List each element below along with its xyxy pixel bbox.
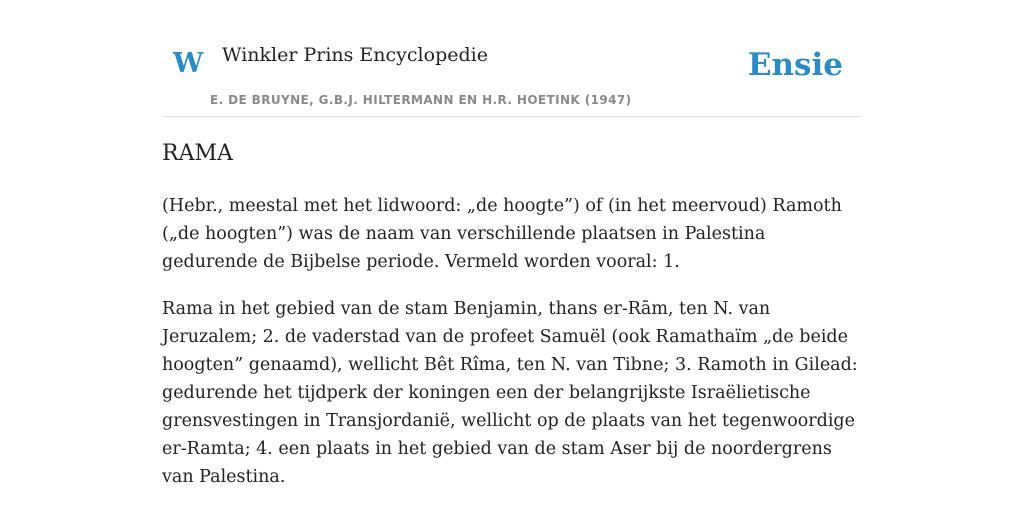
site-logo[interactable]: W <box>173 48 204 79</box>
site-header <box>162 0 862 117</box>
authors-line: E. DE BRUYNE, G.B.J. HILTERMANN EN H.R. HOETINK (1947) <box>210 93 632 107</box>
entry-title: RAMA <box>162 141 233 166</box>
entry-paragraph-1: (Hebr., meestal met het lidwoord: „de hoogte”) of (in het meervoud) Ramoth („de hoogten”) was de naam van verschillende plaatsen in Palestina gedurende de Bijbelse periode. Vermeld worden vooral: 1. <box>162 196 842 272</box>
brand-logo[interactable]: Ensie <box>747 47 843 83</box>
site-title[interactable]: Winkler Prins Encyclopedie <box>222 44 488 66</box>
entry-body <box>162 192 862 510</box>
entry-paragraph-2: Rama in het gebied van de stam Benjamin, thans er-Rām, ten N. van Jeruzalem; 2. de vaderstad van de profeet Samuël (ook Ramathaïm „de beide hoogten” genaamd), wellicht Bêt Rîma, ten N. van Tibne; 3. Ramoth in Gilead: gedurende het tijdperk der koningen een der belangrijkste Israëlietische grensvestingen in Transjordanië, wellicht op de plaats van het tegenwoordige er-Ramta; 4. een plaats in het gebied van de stam Aser bij de noordergrens van Palestina. <box>162 299 858 487</box>
